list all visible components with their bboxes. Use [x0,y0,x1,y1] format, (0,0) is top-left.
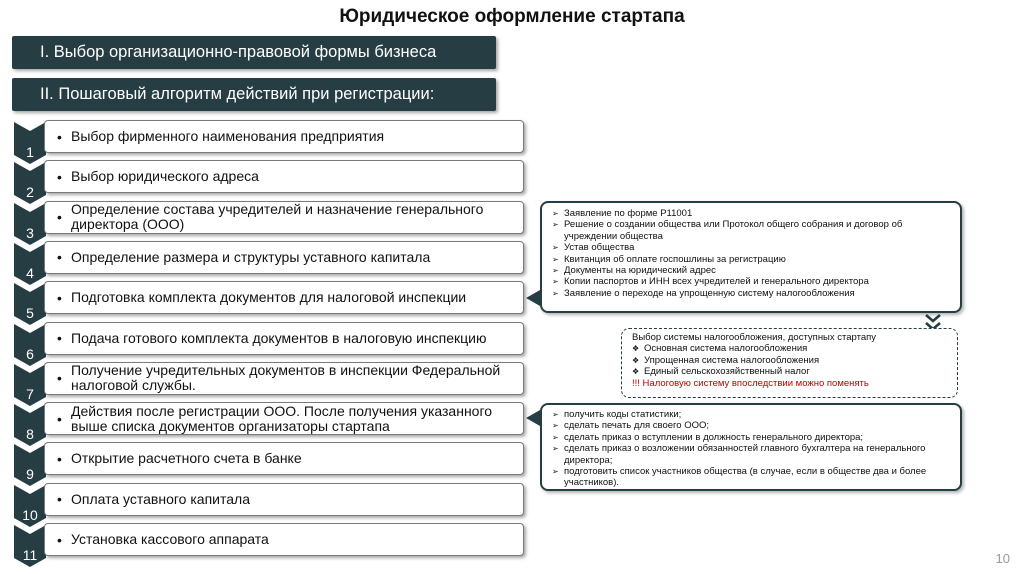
step-number: 10 [22,506,38,523]
bullet-icon: • [57,491,62,508]
step-text: Подача готового комплекта документов в налоговую инспекцию [71,329,487,346]
step-number: 6 [26,345,34,362]
arrow-left-icon [526,410,540,426]
step-box [44,523,524,556]
step-box [44,402,524,435]
arrow-left-icon [526,290,540,306]
step-number: 1 [26,144,34,160]
section-header-2: II. Пошаговый алгоритм действий при регистрации: [12,78,496,111]
tax-note-title: Выбор системы налогообложения, доступных стартапу [632,332,877,343]
step-number: 5 [26,305,34,322]
step-chevron [14,444,46,486]
step-chevron [14,162,46,204]
bullet-icon: • [57,128,62,145]
bullet-icon: • [57,249,62,266]
list-item: ❖ Единый сельскохозяйственный налог [632,366,949,377]
step-box [44,201,524,234]
step-number: 8 [26,426,34,443]
tax-note-warning: !!! Налоговую систему впоследствии можно поменять [632,377,869,389]
list-item: ➢ Устав общества [552,242,954,253]
list-item: ➢ Заявление по форме Р11001 [552,208,954,219]
step-chevron [14,364,46,406]
step-box [44,322,524,355]
step-number: 2 [26,184,34,201]
after-registration-note [540,403,962,491]
step-text: Оплата уставного капитала [71,490,250,507]
step-number: 9 [26,466,34,483]
step-text: Выбор юридического адреса [71,168,259,185]
step-text: Определение состава учредителей и назначение генерального директора (ООО) [71,201,484,233]
list-item: ❖ Основная система налогообложения [632,343,949,354]
step-box [44,241,524,274]
step-chevron [14,283,46,325]
step-text: Выбор фирменного наименования предприятия [71,128,385,144]
list-item: ➢ Копии паспортов и ИНН всех учредителей и генерального директора [552,276,954,287]
step-chevron [14,525,46,567]
step-chevron [14,243,46,285]
list-item: ➢ сделать печать для своего ООО; [552,420,954,431]
page-title: Юридическое оформление стартапа [339,6,685,27]
step-text: Действия после регистрации ООО. После получения указанного выше списка документов организаторы стартапа [71,402,493,434]
bullet-icon: • [57,330,62,346]
step-box [44,483,524,516]
step-number: 7 [26,385,34,402]
step-text: Открытие расчетного счета в банке [71,450,302,467]
list-item: ❖ Упрощенная система налогообложения [632,355,949,366]
step-text: Получение учредительных документов в инспекции Федеральной налоговой службы. [71,362,501,394]
step-text: Подготовка комплекта документов для налоговой инспекции [71,289,467,306]
step-chevron [14,485,46,527]
bullet-icon: • [57,370,62,387]
step-chevron [14,122,46,164]
bullet-icon: • [57,209,62,226]
list-item: ➢ Документы на юридический адрес [552,265,954,276]
step-box [44,160,524,193]
bullet-icon: • [57,410,62,427]
step-number: 11 [22,547,38,563]
list-item: ➢ Квитанция об оплате госпошлины за регистрацию [552,254,954,265]
list-item: ➢ сделать приказ о возложении обязанностей главного бухгалтера на генерального директора; [552,443,954,466]
step-number: 3 [26,224,34,241]
step-chevron [14,324,46,366]
step-chevron [14,203,46,245]
list-item: ➢ Заявление о переходе на упрощенную систему налогообложения [552,288,954,299]
step-number: 4 [26,264,34,281]
bullet-icon: • [57,168,62,185]
step-box [44,362,524,395]
step-box [44,120,524,153]
list-item: ➢ подготовить список участников общества (в случае, если в обществе два и более участников). [552,466,954,489]
list-item: ➢ Решение о создании общества или Протокол общего собрания и договор об учреждении общества [552,219,954,242]
section-header-1: I. Выбор организационно-правовой формы бизнеса [12,36,496,69]
list-item: ➢ сделать приказ о вступлении в должность генерального директора; [552,432,954,443]
list-item: ➢ получить коды статистики; [552,409,954,420]
step-box [44,281,524,314]
step-text: Установка кассового аппарата [71,531,269,547]
tax-system-note [621,328,958,398]
documents-note [540,201,962,313]
bullet-icon: • [57,450,62,467]
step-box [44,442,524,475]
step-text: Определение размера и структуры уставного капитала [71,248,431,265]
bullet-icon: • [57,289,62,306]
page-number: 10 [995,551,1010,566]
bullet-icon: • [57,531,62,548]
step-chevron [14,404,46,446]
